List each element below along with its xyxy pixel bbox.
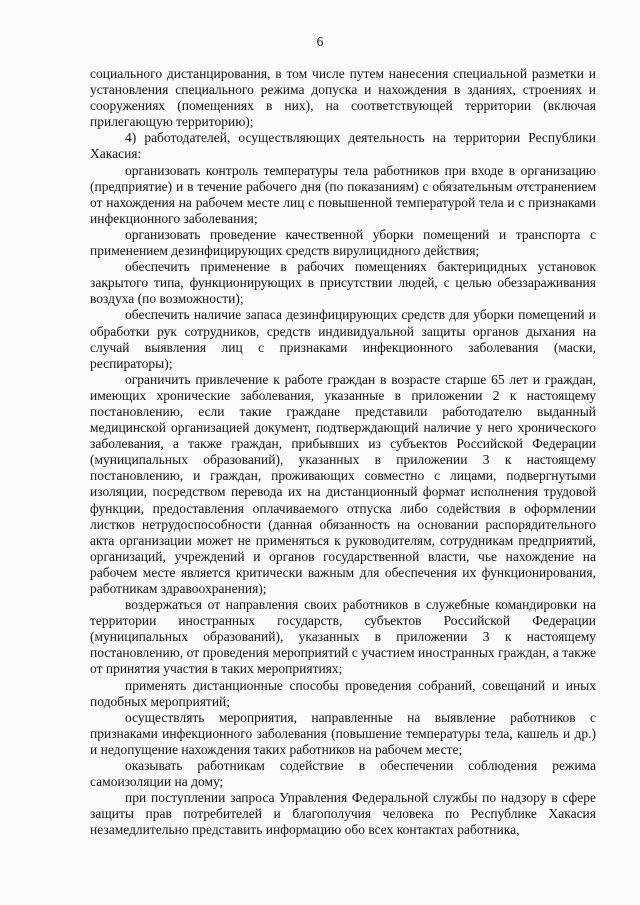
paragraph-limit-workers: ограничить привлечение к работе граждан в возрасте старше 65 лет и граждан, имеющих хронические заболевания, указанные в приложении 2 к настоящему постановлению, если такие граждане представили работодателю выданный медицинской организацией документ, подтверждающий наличие у него хронического заболевания, а также граждан, прибывших из субъектов Российской Федерации (муниципальных образований), указанных в приложении 3 к настоящему постановлению, и граждан, проживающих совместно с лицами, подвергнутыми изоляции, посредством перевода их на дистанционный формат исполнения трудовой функции, предоставления оплачиваемого отпуска либо содействия в оформлении листков нетрудоспособности (данная обязанность на основании распорядительного акта организации может не применяться к руководителям, сотрудникам предприятий, организаций, учреждений и органов государственной власти, чье нахождение на рабочем месте является критически важным для обеспечения их функционирования, работникам здравоохранения); <box>90 371 596 596</box>
document-body <box>90 66 596 839</box>
paragraph-rospotrebnadzor-request: при поступлении запроса Управления Федеральной службы по надзору в сфере защиты прав потребителей и благополучия человека по Республике Хакасия незамедлительно представить информацию обо всех контактах работника, <box>90 790 596 838</box>
paragraph-business-trips: воздержаться от направления своих работников в служебные командировки на территории иностранных государств, субъектов Российской Федерации (муниципальных образований), указанных в приложении 3 к настоящему постановлению, от проведения мероприятий с участием иностранных граждан, а также от принятия участия в таких мероприятиях; <box>90 597 596 677</box>
paragraph-self-isolation: оказывать работникам содействие в обеспечении соблюдения режима самоизоляции на дому; <box>90 758 596 790</box>
paragraph-bactericidal-units: обеспечить применение в рабочих помещениях бактерицидных установок закрытого типа, функционирующих в присутствии людей, с целью обеззараживания воздуха (по возможности); <box>90 259 596 307</box>
paragraph-item-4-heading: 4) работодателей, осуществляющих деятельность на территории Республики Хакасия: <box>90 130 596 162</box>
paragraph-cleaning: организовать проведение качественной уборки помещений и транспорта с применением дезинфицирующих средств вирулицидного действия; <box>90 226 596 259</box>
page-number: 6 <box>316 34 324 49</box>
paragraph-detect-sick: осуществлять мероприятия, направленные на выявление работников с признаками инфекционного заболевания (повышение температуры тела, кашель и др.) и недопущение нахождения таких работников на рабочем месте; <box>90 709 596 757</box>
paragraph-temperature-control: организовать контроль температуры тела работников при входе в организацию (предприятие) и в течение рабочего дня (по показаниям) с обязательным отстранением от нахождения на рабочем месте лиц с повышенной температурой тела и с признаками инфекционного заболевания; <box>90 162 596 226</box>
paragraph-disinfectant-stock: обеспечить наличие запаса дезинфицирующих средств для уборки помещений и обработки рук сотрудников, средств индивидуальной защиты органов дыхания на случай выявления лиц с признаками инфекционного заболевания (маски, респираторы); <box>90 307 596 371</box>
paragraph-continuation: социального дистанцирования, в том числе путем нанесения специальной разметки и установления специального режима допуска и нахождения в зданиях, строениях и сооружениях (помещениях в них), на соответствующей территории (включая прилегающую территорию); <box>90 66 596 130</box>
paragraph-remote-meetings: применять дистанционные способы проведения собраний, совещаний и иных подобных мероприятий; <box>90 677 596 709</box>
